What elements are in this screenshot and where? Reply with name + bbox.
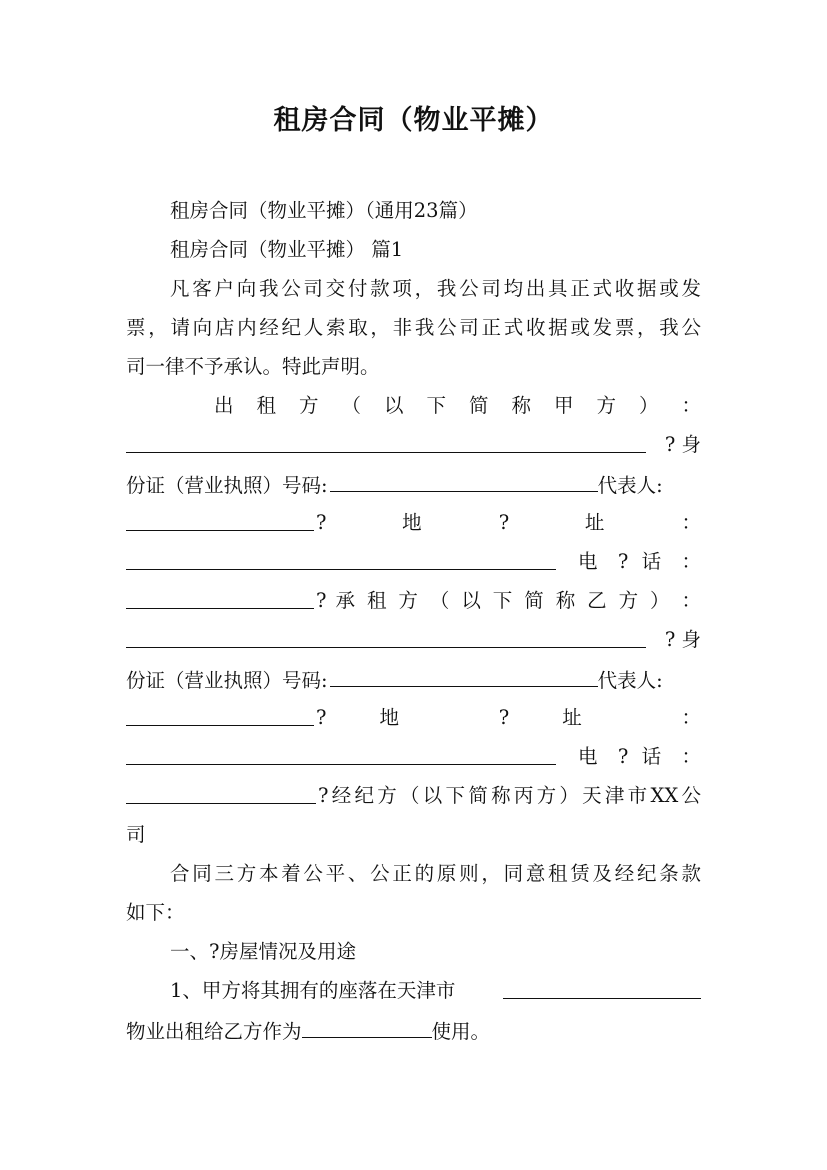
section-heading: 一、?房屋情况及用途 (170, 940, 356, 963)
agent-heading-line (126, 781, 701, 811)
field-label: 代表人: (597, 474, 663, 497)
blank-line (330, 664, 598, 687)
field-text: ? 身 (664, 628, 701, 651)
contract-subtitle: 租房合同（物业平摊）（通用23篇） (170, 199, 478, 222)
blank-line (302, 1015, 432, 1038)
blank-line (126, 742, 556, 765)
field-label: 电 ? 话 ： (578, 745, 701, 768)
lessor-name-line (126, 430, 701, 460)
field-text: ? 身 (664, 433, 701, 456)
lessee-heading-line (126, 586, 701, 616)
field-label: 代表人: (597, 669, 663, 692)
lessee-heading: ? 承 租 方 （ 以 下 简 称 乙 方 ） ： (316, 589, 701, 612)
document-title: 租房合同（物业平摊） (273, 105, 554, 136)
paragraph-line: 合同三方本着公平、公正的原则，同意租赁及经纪条款 (170, 862, 701, 885)
blank-line (126, 508, 314, 531)
blank-line (503, 976, 701, 999)
agent-heading-cont: 司 (126, 823, 146, 846)
blank-line (126, 703, 314, 726)
blank-line (126, 781, 316, 804)
field-label: ? 地 ? 址 ： (316, 706, 701, 729)
field-label: ? 地 ? 址 ： (316, 511, 701, 534)
agent-heading: ?经纪方（以下简称丙方）天津市XX公 (318, 784, 701, 807)
blank-line (126, 625, 646, 648)
blank-line (126, 547, 556, 570)
clause-text: 1、甲方将其拥有的座落在天津市 (170, 979, 456, 1002)
lessee-id-line (126, 664, 701, 694)
contract-section-label: 租房合同（物业平摊） 篇1 (170, 238, 404, 261)
blank-line (330, 469, 598, 492)
lessor-phone-line (126, 547, 701, 577)
lessee-address-line (126, 703, 701, 733)
field-label: 电 ? 话 ： (578, 550, 701, 573)
lessor-address-line (126, 508, 701, 538)
paragraph-line: 票，请向店内经纪人索取，非我公司正式收据或发票，我公 (126, 316, 701, 339)
lessee-phone-line (126, 742, 701, 772)
field-label: 份证（营业执照）号码: (126, 474, 328, 497)
clause-line (126, 1015, 701, 1045)
blank-line (126, 430, 646, 453)
paragraph-line: 凡客户向我公司交付款项，我公司均出具正式收据或发 (170, 277, 701, 300)
paragraph-line: 如下： (126, 901, 185, 924)
field-label: 份证（营业执照）号码: (126, 669, 328, 692)
clause-text: 物业出租给乙方作为 (126, 1020, 302, 1043)
lessee-name-line (126, 625, 701, 655)
lessor-heading: 出 租 方 （ 以 下 简 称 甲 方 ） ： (214, 394, 701, 417)
lessor-id-line (126, 469, 701, 499)
clause-line (170, 976, 701, 1006)
clause-text: 使用。 (431, 1020, 491, 1043)
paragraph-line: 司一律不予承认。特此声明。 (126, 355, 380, 378)
blank-line (126, 586, 314, 609)
